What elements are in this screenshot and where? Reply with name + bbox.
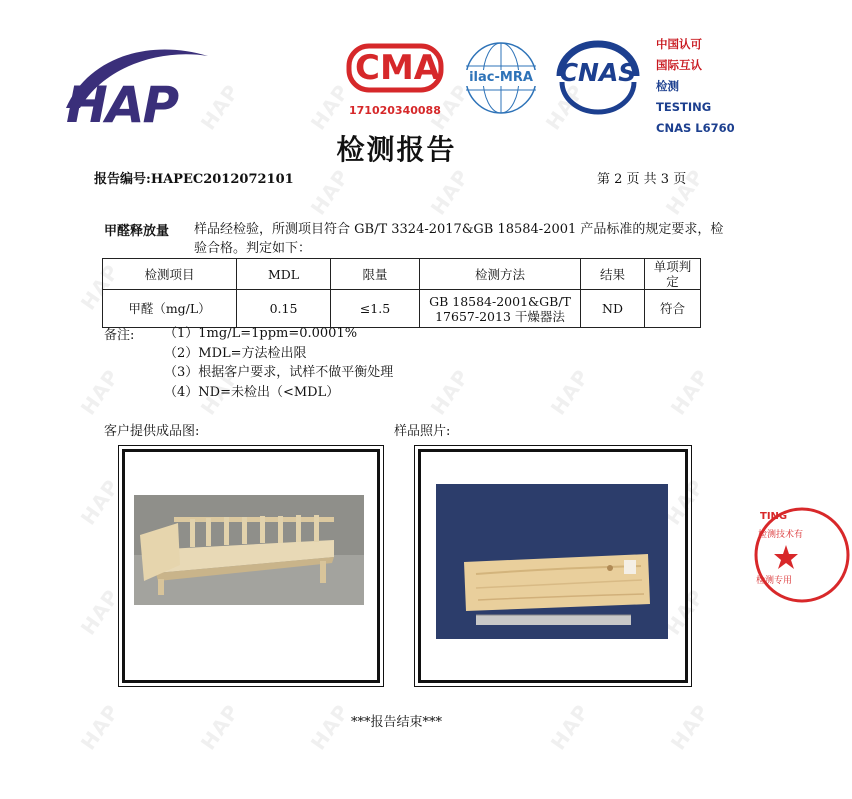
table-header: 结果	[581, 259, 645, 290]
product-photo	[134, 495, 364, 605]
cma-logo	[345, 42, 445, 120]
table-header-row	[103, 259, 701, 290]
watermark: HAP	[305, 79, 355, 135]
watermark: HAP	[545, 364, 595, 420]
table-header: 检测项目	[103, 259, 237, 290]
conclusion-line-1: 样品经检验，所测项目符合 GB/T 3324-2017&GB 18584-2001 产品标准的规定要求，检	[194, 222, 724, 237]
sample-photo-label: 样品照片:	[394, 424, 451, 439]
results-table	[102, 258, 701, 328]
note-item: （1）1mg/L=1ppm=0.0001%	[164, 326, 358, 341]
report-number: HAPEC2012072101	[150, 172, 294, 187]
table-cell-method	[420, 290, 581, 328]
page-info: 第 2 页 共 3 页	[597, 172, 687, 187]
ilac-mra-logo	[460, 40, 542, 118]
seal-text-bottom: 检测专用	[756, 576, 793, 586]
watermark: HAP	[660, 164, 710, 220]
watermark: HAP	[540, 79, 590, 135]
watermark: HAP	[305, 699, 355, 755]
seal-text-middle: 检测技术有	[758, 530, 804, 540]
watermark: HAP	[305, 164, 355, 220]
cert-line-4: TESTING	[656, 100, 712, 114]
cert-line-3: 检测	[656, 79, 679, 93]
watermark: HAP	[75, 259, 125, 315]
cert-line-1: 中国认可	[656, 37, 702, 51]
notes-label: 备注:	[104, 328, 135, 343]
cnas-logo	[552, 42, 644, 114]
ilac-mra-text: ilac-MRA	[460, 70, 542, 86]
cert-line-2: 国际互认	[656, 58, 702, 72]
conclusion-label: 甲醛释放量	[104, 224, 170, 239]
notes-list	[164, 324, 393, 402]
sample-photo	[436, 484, 668, 639]
watermark: HAP	[75, 699, 125, 755]
watermark: HAP	[75, 584, 125, 640]
watermark: HAP	[545, 699, 595, 755]
product-photo-label: 客户提供成品图:	[104, 424, 200, 439]
note-item: （2）MDL=方法检出限	[164, 345, 307, 361]
table-cell-item: 甲醛（mg/L）	[103, 290, 237, 328]
table-cell-mdl: 0.15	[237, 290, 331, 328]
report-number-row	[94, 168, 294, 187]
table-cell-result: ND	[581, 290, 645, 328]
cma-number: 171020340088	[349, 104, 441, 117]
wood-board-image	[436, 484, 668, 639]
table-header: MDL	[237, 259, 331, 290]
watermark: HAP	[195, 699, 245, 755]
conclusion-line-2: 验合格。判定如下：	[194, 241, 312, 256]
table-cell-verdict: 符合	[645, 290, 701, 328]
cert-text-block	[656, 34, 735, 139]
watermark: HAP	[75, 364, 125, 420]
page-title: 检测报告	[336, 133, 457, 166]
watermark: HAP	[425, 164, 475, 220]
watermark: HAP	[665, 364, 715, 420]
hap-logo-text: HAP	[66, 76, 178, 134]
cert-line-5: CNAS L6760	[656, 121, 735, 135]
cnas-logo-text: CNAS	[559, 58, 637, 87]
watermark: HAP	[75, 474, 125, 530]
table-cell-limit: ≤1.5	[331, 290, 420, 328]
table-header: 检测方法	[420, 259, 581, 290]
cma-logo-text: CMA	[355, 48, 441, 88]
watermark: HAP	[660, 584, 710, 640]
seal-text-top: TING	[760, 511, 788, 522]
watermark: HAP	[425, 364, 475, 420]
watermark: HAP	[425, 79, 475, 135]
watermark: HAP	[660, 474, 710, 530]
seal-stamp	[752, 505, 852, 605]
report-number-label: 报告编号:	[94, 172, 151, 187]
conclusion-text	[194, 220, 724, 258]
table-header: 限量	[331, 259, 420, 290]
table-header: 单项判定	[645, 259, 701, 290]
method-line-1: GB 18584-2001&GB/T	[429, 293, 571, 309]
watermark: HAP	[665, 699, 715, 755]
note-item: （3）根据客户要求，试样不做平衡处理	[164, 365, 394, 380]
wooden-bed-image	[134, 495, 364, 605]
table-row	[103, 290, 701, 328]
report-end: ***报告结束***	[350, 715, 442, 730]
note-item: （4）ND=未检出（<MDL）	[164, 384, 340, 400]
watermark: HAP	[195, 364, 245, 420]
method-line-2: 17657-2013 干燥器法	[435, 308, 565, 324]
watermark: HAP	[195, 79, 245, 135]
